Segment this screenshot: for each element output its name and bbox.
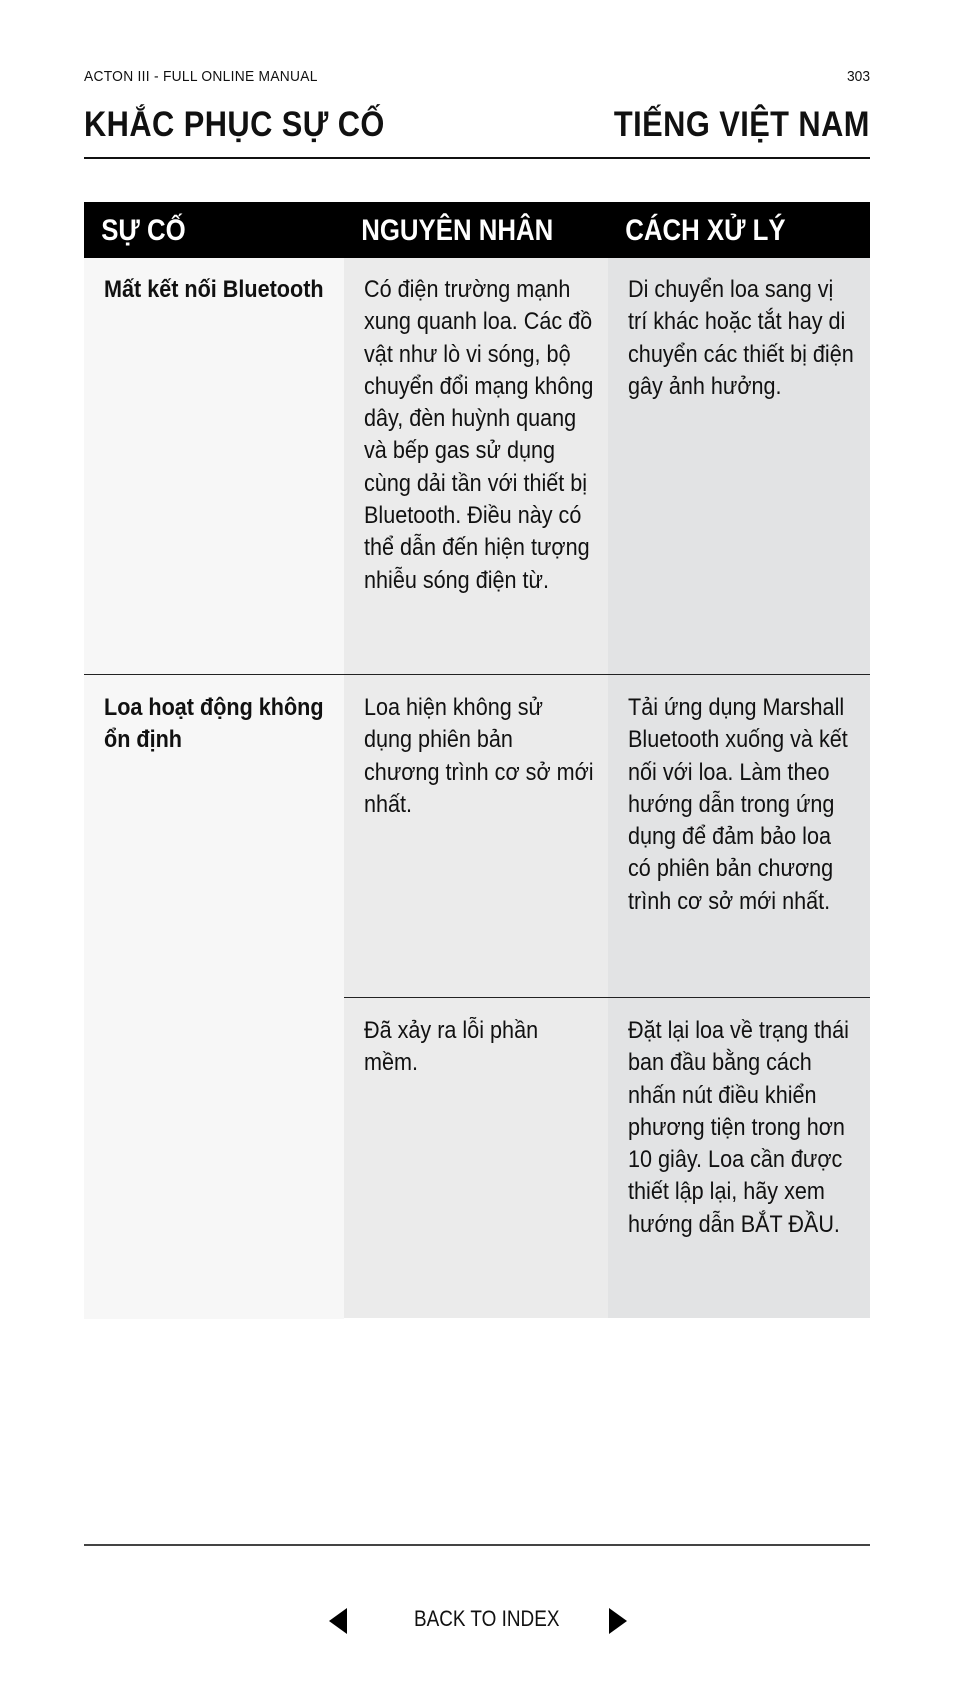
problem-text: Loa hoạt động không ổn định [104,694,324,754]
cause-cell [344,258,608,674]
cause-cell [344,675,608,997]
manual-label: ACTON III - FULL ONLINE MANUAL [84,68,318,85]
cause-text: Đã xảy ra lỗi phần mềm. [364,1017,539,1077]
troubleshooting-table [84,202,870,1319]
table-header [84,202,870,258]
header-divider [84,157,870,159]
cause-text: Có điện trường mạnh xung quanh loa. Các đồ vật như lò vi sóng, bộ chuyển đổi mạng không dây, đèn huỳnh quang và bếp gas sử dụng cùng dải tần với thiết bị Bluetooth. Điều này có thể dẫn đến hiện tượng nhiễu sóng điện từ. [364,276,594,594]
column-header-problem: SỰ CỐ [101,214,186,247]
page-number: 303 [846,68,870,85]
solution-text: Tải ứng dụng Marshall Bluetooth xuống và kết nối với loa. Làm theo hướng dẫn trong ứng dụng để đảm bảo loa có phiên bản chương trình cơ sở mới nhất. [628,694,848,915]
cause-cell [344,998,608,1318]
table-row [84,258,870,675]
problem-cell [84,258,344,674]
cause-text: Loa hiện không sử dụng phiên bản chương trình cơ sở mới nhất. [364,694,594,818]
column-header-solution: CÁCH XỬ LÝ [625,214,786,247]
solution-cell [608,998,870,1318]
language-title: TIẾNG VIỆT NAM [614,105,870,144]
problem-cell [84,675,344,1319]
solution-text: Di chuyển loa sang vị trí khác hoặc tắt hay di chuyển các thiết bị điện gây ảnh hưởng. [628,276,854,400]
cause-group [344,675,870,1319]
back-to-index-link[interactable]: BACK TO INDEX [414,1606,560,1631]
problem-text: Mất kết nối Bluetooth [104,276,324,303]
cause-row [344,998,870,1318]
column-header-cause: NGUYÊN NHÂN [361,214,554,247]
solution-cell [608,258,870,674]
solution-text: Đặt lại loa về trạng thái ban đầu bằng cách nhấn nút điều khiển phương tiện trong hơn 10 giây. Loa cần được thiết lập lại, hãy xem hướng dẫn BẮT ĐẦU. [628,1017,849,1238]
section-title: KHẮC PHỤC SỰ CỐ [84,105,385,144]
solution-cell [608,675,870,997]
footer-navigation [0,1600,954,1640]
previous-page-icon[interactable] [329,1608,347,1634]
next-page-icon[interactable] [609,1608,627,1634]
cause-row [344,675,870,998]
table-row [84,675,870,1319]
footer-divider [84,1544,870,1546]
